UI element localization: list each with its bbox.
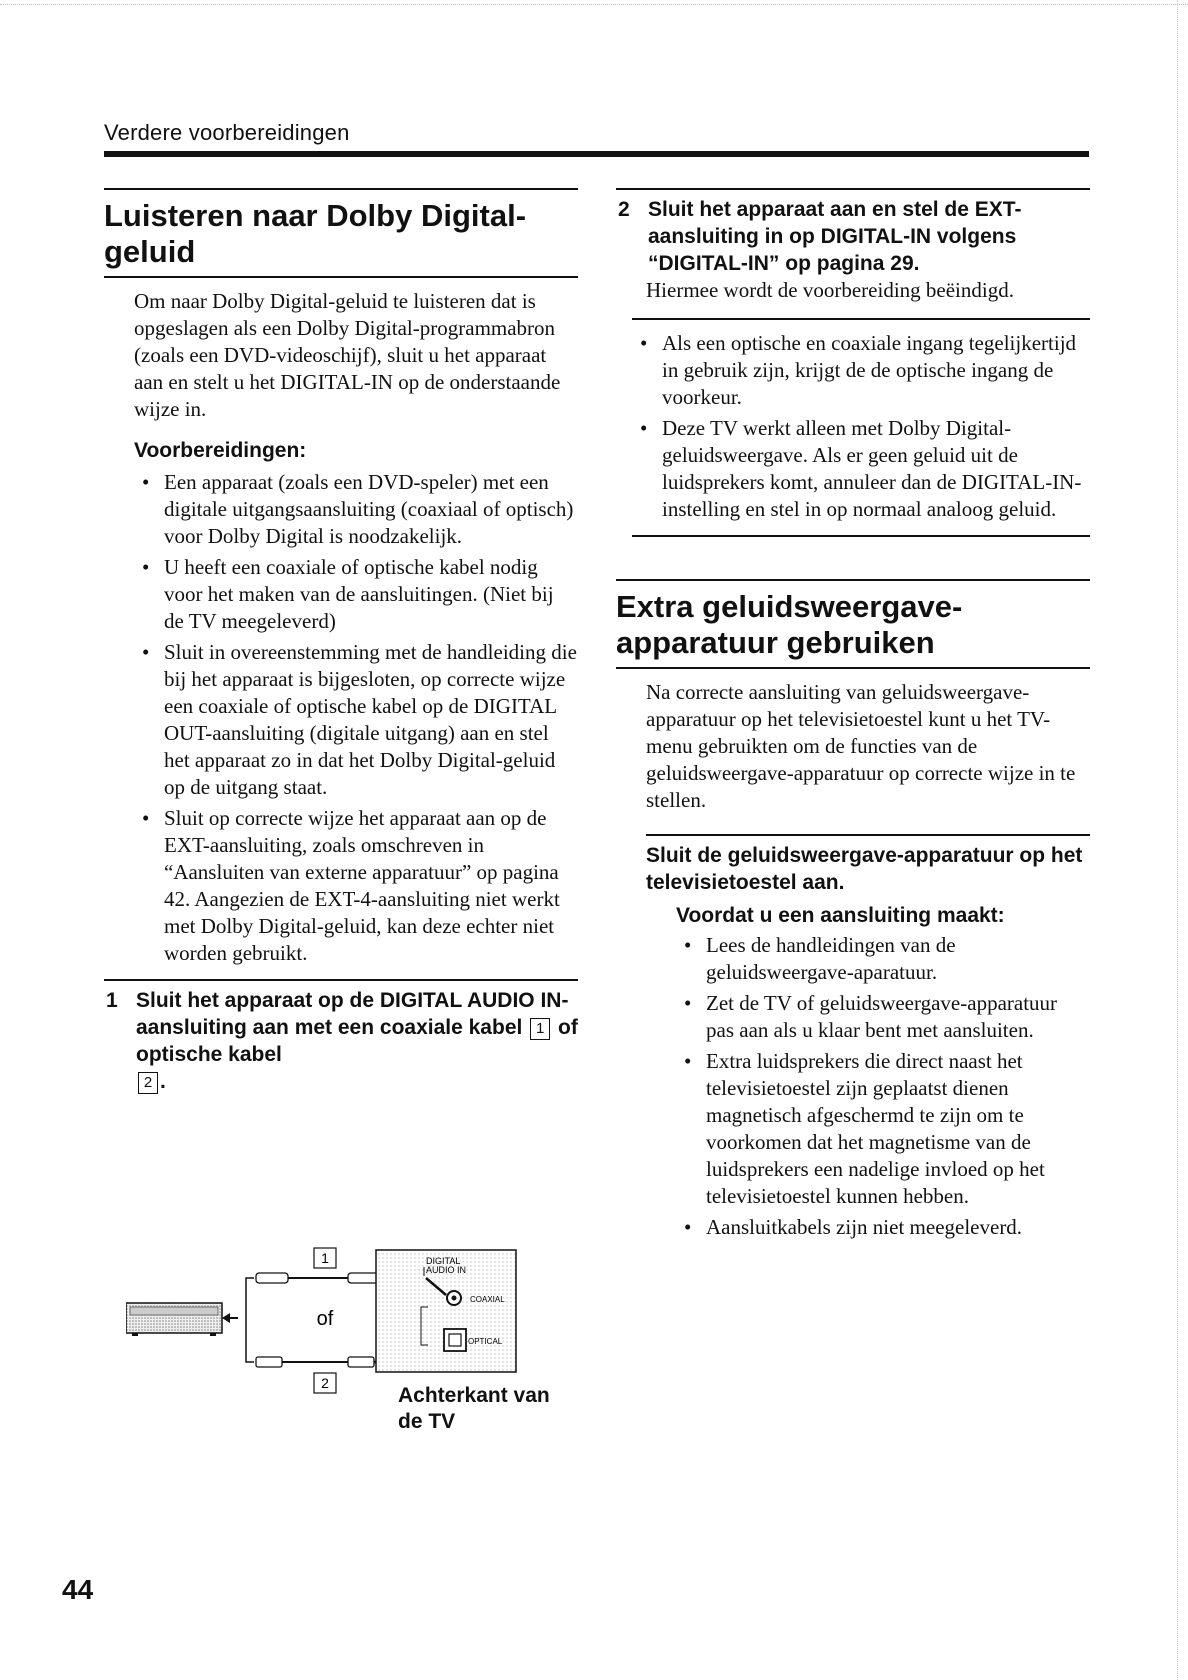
list-item-text: U heeft een coaxiale of optische kabel nodig voor het maken van de aansluitingen. (Niet bij de TV meegeleverd) (164, 555, 554, 633)
jack-label-digital: DIGITAL (426, 1256, 461, 1266)
page-number: 44 (62, 1574, 94, 1605)
step-text: Sluit het apparaat aan en stel de EXT-aansluiting in op DIGITAL-IN volgens “DIGITAL-IN” op pagina 29. (648, 198, 1022, 275)
bullet-icon: • (684, 1049, 692, 1073)
list-item (632, 415, 1090, 523)
list-item-text: Extra luidsprekers die direct naast het televisietoestel zijn geplaatst dienen magnetisch afgeschermd te zijn om te voorkomen dat het magnetisme van de luidsprekers een nadelige invloed op het televisietoestel kunnen hebben. (706, 1049, 1045, 1208)
bullet-icon: • (640, 416, 648, 440)
arrow-left-icon (222, 1313, 238, 1323)
notes-list (632, 330, 1090, 523)
list-item-text: Zet de TV of geluidsweergave-apparatuur pas aan als u klaar bent met aansluiten. (706, 991, 1058, 1042)
list-item (134, 469, 578, 550)
step-1 (104, 979, 578, 1095)
running-head: Verdere voorbereidingen (104, 120, 350, 145)
box-label-1-text: 1 (321, 1250, 329, 1266)
notes-block (632, 318, 1090, 537)
step-text-c: . (160, 1070, 166, 1093)
step-2 (616, 188, 1090, 277)
boxed-number-1: 1 (530, 1018, 550, 1040)
prep-list (134, 469, 578, 967)
or-label: of (316, 1308, 334, 1330)
intro-paragraph-2: Na correcte aansluiting van geluidsweergave-apparatuur op het televisietoestel kunt u het TV-menu gebruikten om de functies van de geluidsweergave-apparatuur op correcte wijze in te stellen. (646, 680, 1076, 812)
scan-edge-top (0, 4, 1188, 5)
bullet-icon: • (142, 806, 150, 830)
list-item (134, 639, 578, 801)
bullet-icon: • (142, 640, 150, 664)
bullet-icon: • (142, 470, 150, 494)
list-item (632, 330, 1090, 411)
connect-subheading: Sluit de geluidsweergave-apparatuur op het televisietoestel aan. (646, 834, 1090, 896)
bullet-icon: • (640, 331, 648, 355)
list-item-text: Als een optische en coaxiale ingang tegelijkertijd in gebruik zijn, krijgt de de optische ingang de voorkeur. (662, 331, 1077, 409)
list-item-text: Aansluitkabels zijn niet meegeleverd. (706, 1215, 1023, 1239)
bullet-icon: • (684, 991, 692, 1015)
right-column (616, 188, 1090, 1245)
step-2-follow-text: Hiermee wordt de voorbereiding beëindigd. (646, 278, 1014, 302)
jack-label-optical: OPTICAL (468, 1337, 503, 1346)
step-number: 1 (106, 989, 118, 1012)
section-title-extra-audio: Extra geluidsweergave-apparatuur gebruiken (616, 579, 1090, 669)
source-device-icon (126, 1303, 222, 1336)
list-item (676, 990, 1090, 1044)
left-column (104, 188, 578, 1095)
list-item (134, 805, 578, 967)
list-item (676, 1214, 1090, 1241)
list-item-text: Een apparaat (zoals een DVD-speler) met een digitale uitgangsaansluiting (coaxiaal of optisch) voor Dolby Digital is noodzakelijk. (164, 470, 574, 548)
before-list (676, 932, 1090, 1241)
list-item (134, 554, 578, 635)
bullet-icon: • (684, 933, 692, 957)
step-text (136, 987, 578, 1095)
prep-heading: Voorbereidingen: (134, 439, 307, 462)
list-item-text: Sluit op correcte wijze het apparaat aan op de EXT-aansluiting, zoals omschreven in “Aansluiten van externe apparatuur” op pagina 42. Aangezien de EXT-4-aansluiting niet werkt met Dolby Digital-geluid, kan deze echter niet worden gebruikt. (164, 806, 560, 965)
list-item-text: Lees de handleidingen van de geluidsweergave-aparatuur. (706, 933, 956, 984)
jack-label-audio-in: AUDIO IN (426, 1265, 467, 1275)
cable-bracket (246, 1278, 254, 1362)
list-item (676, 932, 1090, 986)
tv-rear-panel (376, 1250, 516, 1372)
before-heading: Voordat u een aansluiting maakt: (676, 904, 1005, 927)
list-item (676, 1048, 1090, 1210)
step-text-b: of optische kabel (136, 1016, 578, 1066)
scan-edge-right (1177, 0, 1178, 1680)
bullet-icon: • (684, 1215, 692, 1239)
list-item-text: Deze TV werkt alleen met Dolby Digital-geluidsweergave. Als er geen geluid uit de luidsprekers komt, annuleer dan de DIGITAL-IN-instelling en stel in op normaal analoog geluid. (662, 416, 1082, 521)
boxed-number-2: 2 (138, 1072, 158, 1094)
step-number: 2 (618, 198, 630, 221)
section-title-dolby: Luisteren naar Dolby Digital-geluid (104, 188, 578, 278)
box-label-2-text: 2 (321, 1375, 329, 1391)
diagram-caption: Achterkant van de TV (398, 1384, 550, 1433)
jack-label-coaxial: COAXIAL (470, 1295, 505, 1304)
list-item-text: Sluit in overeenstemming met de handleiding die bij het apparaat is bijgesloten, op correcte wijze een coaxiale of optische kabel op de DIGITAL OUT-aansluiting (digitale uitgang) aan en stel het apparaat zo in dat het Dolby Digital-geluid op de uitgang staat. (164, 640, 577, 799)
intro-paragraph: Om naar Dolby Digital-geluid te luisteren dat is opgeslagen als een Dolby Digital-programmabron (zoals een DVD-videoschijf), sluit u het apparaat aan en stelt u het DIGITAL-IN op de onderstaande wijze in. (134, 289, 561, 421)
step-text-a: Sluit het apparaat op de DIGITAL AUDIO IN-aansluiting aan met een coaxiale kabel (136, 989, 569, 1039)
header-rule (104, 151, 1089, 157)
bullet-icon: • (142, 555, 150, 579)
